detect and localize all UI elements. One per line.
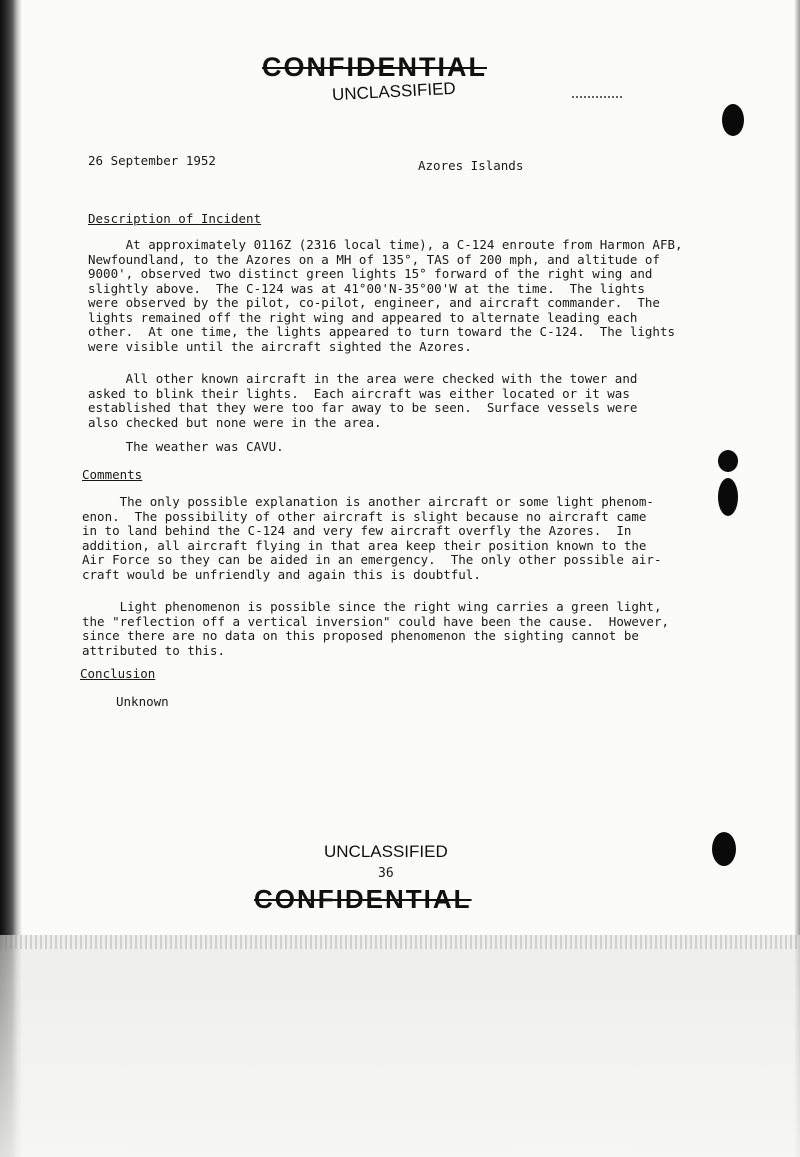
header-confidential-stamp: CONFIDENTIAL — [262, 52, 487, 82]
page-number: 36 — [378, 866, 394, 881]
description-paragraph: The weather was CAVU. — [88, 439, 284, 454]
conclusion-heading: Conclusion — [80, 666, 156, 681]
scan-mark — [572, 96, 622, 104]
comments-heading: Comments — [82, 467, 143, 482]
document-location: Azores Islands — [418, 158, 524, 173]
conclusion-text: Unknown — [116, 694, 169, 709]
header-unclassified-stamp: UNCLASSIFIED — [331, 78, 457, 105]
footer-unclassified-stamp: UNCLASSIFIED — [324, 842, 448, 861]
punch-hole — [712, 832, 736, 866]
description-heading: Description of Incident — [88, 211, 262, 226]
document-date: 26 September 1952 — [88, 153, 216, 168]
comments-paragraph: The only possible explanation is another aircraft or some light phenom- enon. The possibility of other aircraft is slight because no aircraft came in to land behind the C-124 and very few aircraft overfly the Azores. In addition, all aircraft flying in that area keep their position known to the Air Force so they can be aided in an emergency. The only other possible air- craft would be unfriendly and again this is doubtful. — [82, 494, 662, 582]
description-paragraph: All other known aircraft in the area were checked with the tower and asked to blink their lights. Each aircraft was either located or it was established that they were too far away to be seen. Surface vessels were also checked but none were in the area. — [88, 371, 638, 430]
scan-bottom-area — [0, 935, 800, 1157]
scan-fold-line — [0, 935, 800, 949]
punch-hole — [722, 104, 744, 136]
punch-hole — [718, 478, 738, 516]
comments-paragraph: Light phenomenon is possible since the right wing carries a green light, the "reflection off a vertical inversion" could have been the cause. However, since there are no data on this proposed phenomenon the sighting cannot be attributed to this. — [82, 599, 669, 658]
punch-hole — [718, 450, 738, 472]
description-paragraph: At approximately 0116Z (2316 local time), a C-124 enroute from Harmon AFB, Newfoundland, to the Azores on a MH of 135°, TAS of 200 mph, and altitude of 9000', observed two distinct green lights 15° forward of the right wing and slightly above. The C-124 was at 41°00'N-35°00'W at the time. The lights were observed by the pilot, co-pilot, engineer, and aircraft commander. The lights remained off the right wing and appeared to alternate leading each other. At one time, the lights appeared to turn toward the C-124. The lights were visible until the aircraft sighted the Azores. — [88, 237, 683, 354]
footer-confidential-stamp: CONFIDENTIAL — [254, 884, 472, 914]
